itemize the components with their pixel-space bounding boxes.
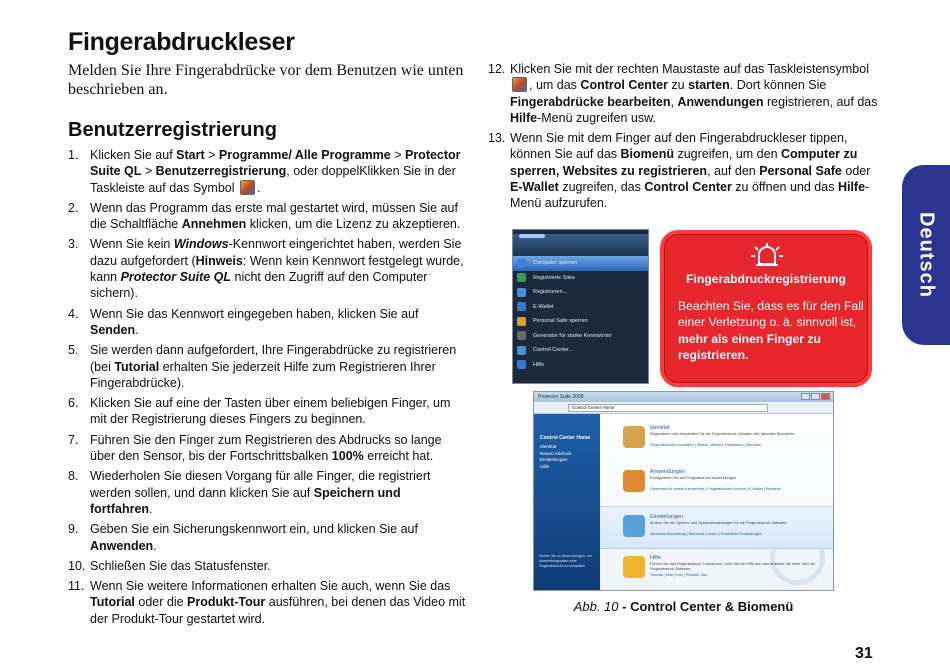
step-text: Protector Suite QL (120, 270, 232, 285)
step-text: Wenn das Programm das erste mal gestartet wird, müssen Sie auf die Schaltfläche (90, 200, 458, 232)
cc-section-title: Einstellungen (650, 514, 684, 520)
biomenu-item-label: Computer sperren (533, 260, 578, 267)
step-number: 13. (488, 131, 506, 146)
step-text: Hinweis (195, 253, 243, 268)
step-text: Sie werden dann aufgefordert, Ihre Fingerabdrücke zu registrieren (bei (90, 343, 457, 374)
cc-section-icon (623, 515, 645, 537)
step-text: 100% (331, 449, 364, 464)
cc-section-links: Fingerabdrücke verwalten | Status | Weitere Funktionen | Benutzer (650, 443, 762, 447)
section-title: Benutzerregistrierung (68, 119, 277, 141)
cc-section (600, 462, 833, 505)
step-text: Klicken Sie mit der rechten Maustaste auf das Taskleistensymbol (510, 62, 869, 76)
biomenu-item-icon (517, 259, 526, 268)
step-text: erhalten Sie jederzeit Hilfe zum Registrieren Ihrer Fingerabdrücke). (90, 359, 436, 390)
cc-titlebar: Protector Suite 2009 (534, 392, 833, 402)
step-text: . (135, 322, 139, 337)
step-text: Protector Suite QL (90, 148, 461, 179)
step-text: Control Center (580, 78, 668, 93)
biomenu-item (513, 271, 648, 286)
step-text: Klicken Sie auf eine der Tasten über einem beliebigen Finger, um mit der Registrierung dieses Fingers zu beginnen. (90, 396, 451, 427)
step-number: 3. (68, 237, 79, 252)
cc-section-icon (623, 470, 645, 492)
step-text: starten (688, 78, 730, 93)
step-item (68, 395, 466, 428)
cc-section-icon (623, 426, 645, 448)
step-text: . (153, 538, 157, 553)
step-text: Speichern und fortfahren (90, 485, 401, 516)
biomenu-screenshot (512, 229, 649, 384)
step-text: > (204, 148, 219, 162)
step-text: zu öffnen und das (731, 180, 838, 195)
cc-section-desc: Führen Sie das Fingerabdruck-Tutorial aus, rufen Sie die Hilfe auf oder erfahren Sie mehr über die Fingerabdruck-Software. (650, 562, 816, 571)
step-number: 9. (68, 522, 79, 537)
steps-list-left (68, 147, 466, 631)
step-text: Wenn Sie das Kennwort eingegeben haben, klicken Sie auf (90, 306, 419, 321)
step-item (68, 147, 466, 196)
step-text: . (149, 501, 153, 516)
biomenu-item-icon (517, 273, 526, 282)
step-text: > (390, 148, 405, 162)
fingerprint-tray-icon (512, 77, 527, 92)
cc-sidebar-heading: Control Center Home (540, 435, 591, 441)
step-number: 2. (68, 200, 79, 215)
step-text: Computer zu sperren, Websites zu registrieren (510, 147, 858, 178)
biomenu-item (513, 343, 648, 358)
step-text: Windows (173, 237, 229, 252)
cc-address-bar: Control Center Home (534, 402, 833, 414)
warning-title: Fingerabdruckregistrierung (686, 272, 846, 286)
cc-section-desc: Ändern Sie die System- und Systemeinstellungen für die Fingerabdruck-Software. (650, 521, 788, 525)
step-text: . Dort können Sie (729, 78, 827, 93)
biomenu-item (513, 256, 648, 271)
step-item (68, 468, 466, 517)
step-text: Programme/ Alle Programme (218, 148, 391, 162)
step-text: klicken, um die Lizenz zu akzeptieren. (246, 217, 461, 232)
cc-section-title: Hilfe (650, 555, 662, 561)
step-text: Wiederholen Sie diesen Vorgang für alle Finger, die registriert werden sollen, und dann klicken Sie auf (90, 469, 431, 500)
cc-section (600, 418, 833, 461)
biomenu-item-label: Hilfe (533, 361, 545, 368)
intro-paragraph: Melden Sie Ihre Fingerabdrücke vor dem Benutzen wie unten beschrieben an. (68, 62, 464, 98)
cc-section (600, 506, 833, 549)
biomenu-item-icon (517, 346, 526, 355)
step-text: Hilfe (837, 180, 866, 195)
caption-label: Abb. 10 (573, 599, 619, 614)
step-text: , oder doppelKlikken Sie in der Taskleiste auf das Symbol (90, 164, 456, 195)
step-text: zu (667, 78, 689, 93)
biomenu-list (513, 256, 648, 372)
step-text: -Menü aufzurufen. (510, 180, 870, 211)
biomenu-header (513, 234, 648, 256)
cc-section-icon (623, 556, 645, 578)
step-text: oder die (134, 595, 188, 610)
step-text: , um das (529, 78, 581, 93)
step-text: , (670, 94, 678, 109)
cc-section-links: Generator für starke Kennwörter | Fingerabdruck-Archive | E-Wallet | Biomenü (650, 487, 782, 491)
biomenu-item (513, 329, 648, 344)
step-item (68, 432, 466, 465)
cc-sidebar-links (540, 444, 600, 470)
cc-section (600, 548, 833, 591)
step-text: Führen Sie den Finger zum Registrieren des Abdrucks so lange über den Sensor, bis der Fortschrittsbalken (90, 432, 442, 464)
step-text: oder (841, 163, 871, 178)
step-number: 5. (68, 343, 79, 358)
step-text: : Wenn kein Kennwort festgelegt wurde, kann (90, 253, 464, 285)
cc-section-title: Identität (650, 425, 670, 431)
step-number: 12. (488, 62, 506, 76)
control-center-screenshot (533, 391, 834, 591)
caption-text: - Control Center & Biomenü (622, 599, 794, 614)
cc-sidebar-link: Neuen Abdruck (540, 450, 572, 456)
cc-section-links: Windows-Anmeldung | Biomenü | Lizenz | Erweiterte Einstellungen (650, 532, 763, 536)
cc-sidebar-link: Identität (540, 444, 557, 449)
step-number: 10. (68, 558, 86, 573)
step-text: Control Center (644, 180, 732, 195)
step-text: Anwenden (90, 538, 154, 553)
step-text: ausführen, bei denen das Video mit der Produkt-Tour gestartet wird. (90, 595, 466, 626)
step-number: 6. (68, 396, 79, 411)
step-item (488, 61, 886, 126)
step-item (68, 342, 466, 391)
step-text: Anwendungen (677, 94, 764, 109)
step-text: registrieren, auf das (763, 94, 878, 109)
step-text: Fingerabdrücke bearbeiten (510, 94, 671, 109)
step-text: Wenn Sie weitere Informationen erhalten Sie auch, wenn Sie das (90, 579, 451, 594)
step-text: . (257, 180, 261, 195)
biomenu-item (513, 285, 648, 300)
step-item (488, 130, 886, 211)
step-text: Tutorial (90, 595, 135, 610)
step-text: Start (176, 148, 205, 162)
page-title: Fingerabdruckleser (68, 28, 295, 56)
step-number: 7. (68, 432, 79, 447)
step-text: > (141, 164, 156, 179)
cc-section-links: Tutorial | Hilfe | Info | Produkt-Tour (650, 573, 708, 577)
step-number: 1. (68, 148, 79, 162)
step-text: Klicken Sie auf (90, 148, 177, 162)
step-text: Biomenü (620, 147, 674, 162)
biomenu-item-icon (517, 288, 526, 297)
step-item (68, 236, 466, 301)
figure-caption (533, 599, 834, 614)
step-text: Personal Safe (759, 163, 842, 178)
step-item (68, 200, 466, 233)
biomenu-item (513, 314, 648, 329)
step-text: -Menü zugreifen usw. (537, 110, 656, 125)
step-text: Benutzerregistrierung (155, 164, 287, 179)
steps-list-right (488, 61, 886, 216)
step-text: Schließen Sie das Statusfenster. (90, 558, 271, 573)
cc-section-desc: Registrieren oder bearbeiten Sie die Fingerabdruck-Vorlagen des aktuellen Benutzers. (650, 432, 796, 436)
step-text: Hilfe (510, 110, 538, 125)
step-item (68, 578, 466, 627)
step-text: Produkt-Tour (187, 595, 266, 610)
cc-sidebar-footer: Ziehen Sie zu Anwendungen, um Anwendungsdaten eine Fingerabdrucks zu verwalten (539, 554, 592, 568)
biomenu-item (513, 300, 648, 315)
cc-section-desc: Konfigurieren Sie die Fingerabdruck-Anwendungen. (650, 476, 738, 480)
step-number: 8. (68, 469, 79, 484)
step-text: Wenn Sie mit dem Finger auf den Fingerabdruckleser tippen, können Sie auf das (510, 131, 848, 162)
step-text: , auf den (707, 163, 760, 178)
step-item (68, 558, 466, 574)
language-tab-label: Deutsch (915, 212, 938, 298)
alarm-icon (750, 242, 784, 268)
step-text: zugreifen, das (558, 180, 645, 195)
cc-sidebar-link: Hilfe (540, 463, 550, 469)
fingerprint-tray-icon (240, 180, 255, 195)
biomenu-item-label: Control Center... (533, 347, 574, 354)
cc-sidebar-link: Einstellungen (540, 457, 568, 462)
biomenu-item-icon (517, 302, 526, 311)
cc-section-title: Anwendungen (650, 469, 686, 475)
biomenu-item-label: Registrierte Sites (533, 274, 575, 281)
step-text: Wenn Sie kein (90, 237, 174, 252)
biomenu-item-icon (517, 317, 526, 326)
page-number: 31 (855, 645, 873, 662)
step-item (68, 306, 466, 339)
step-text: nicht den Zugriff auf den Computer sichern). (90, 270, 428, 301)
biomenu-item-icon (517, 360, 526, 369)
step-text: erreicht hat. (363, 449, 434, 464)
warning-text: Beachten Sie, dass es für den Fall einer Verletzung o. ä. sinnvoll ist, mehr als einen Finger zu registrieren. (678, 299, 864, 362)
cc-sidebar (534, 414, 600, 590)
step-text: Tutorial (114, 359, 160, 374)
step-text: Senden (90, 322, 136, 337)
step-item (68, 521, 466, 554)
step-text: E-Wallet (510, 180, 559, 195)
biomenu-item-icon (517, 331, 526, 340)
warning-box (660, 230, 872, 387)
language-tab (902, 165, 950, 345)
cc-main-panel (600, 414, 833, 590)
step-number: 11. (68, 579, 85, 594)
step-text: zugreifen, um den (673, 147, 781, 162)
biomenu-item-label: Personal Safe sperren (533, 318, 588, 325)
step-text: -Kennwort eingerichtet haben, werden Sie dazu aufgefordert ( (90, 237, 462, 268)
step-number: 4. (68, 306, 79, 321)
biomenu-item-label: E-Wallet (533, 303, 554, 310)
biomenu-item-label: Generator für starke Kennwörter (533, 332, 612, 339)
biomenu-item (513, 358, 648, 373)
step-text: Annehmen (181, 217, 247, 232)
biomenu-item-label: Registrieren... (533, 289, 568, 296)
step-text: Geben Sie ein Sicherungskennwort ein, und klicken Sie auf (90, 522, 418, 537)
